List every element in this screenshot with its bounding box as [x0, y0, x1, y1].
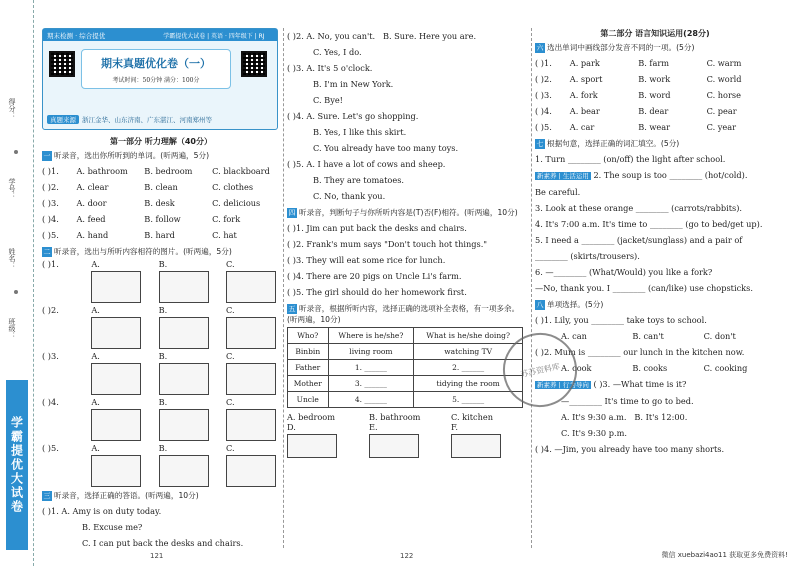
table-row [288, 328, 523, 344]
part2-title: 第二部分 语言知识运用(28分) [600, 29, 710, 38]
picture-choice[interactable] [159, 351, 213, 395]
option-b: B. work [638, 74, 671, 84]
column-1 [42, 28, 280, 551]
tf-statement: ( )4. There are 20 pigs on Uncle Li's farm. [287, 271, 462, 281]
option-line: B. Yes, I like this skirt. [313, 127, 407, 137]
question-row [42, 227, 280, 243]
picture-choice[interactable] [91, 351, 145, 395]
column-3 [535, 28, 775, 457]
choice-label: C. [225, 305, 235, 315]
part1-title: 第一部分 听力理解（40分） [110, 137, 212, 146]
option-label: E. [369, 422, 378, 432]
picture-choice[interactable] [226, 305, 280, 349]
option-b: B. can't [632, 331, 664, 341]
illustration-image [226, 363, 276, 395]
illustration-image [91, 317, 141, 349]
question-line: ( )4. A. Sure. Let's go shopping. [287, 111, 419, 121]
table-cell[interactable]: 4. ______ [328, 392, 414, 408]
class-field: 班级： [8, 318, 16, 339]
option-line: B. I'm in New York. [313, 79, 394, 89]
fill-line: Be careful. [535, 187, 581, 197]
banner-top-right: 学霸提优大试卷 | 英语 · 四年级下 | RJ [163, 32, 265, 40]
exam-title-box [81, 49, 231, 89]
section-number: 二 [43, 248, 51, 256]
fill-line [535, 167, 775, 184]
option-a: A. feed [76, 214, 106, 224]
section-text: 听录音，判断句子与你所听内容是(T)否(F)相符。(听两遍，10分) [299, 208, 518, 217]
column-divider [283, 28, 284, 548]
source-tag: 真题来源 [47, 115, 79, 124]
table-cell: Where is he/she? [328, 328, 414, 344]
banner-topbar [43, 29, 277, 41]
picture-choice[interactable] [159, 443, 213, 487]
option-c: C. fork [212, 214, 241, 224]
section-text: 根据句意，选择正确的词汇填空。(5分) [547, 139, 680, 148]
option-a: A. door [76, 198, 107, 208]
choice-label: A. [91, 397, 100, 407]
option-b: B. word [638, 90, 671, 100]
answer-paren[interactable]: ( )1. [42, 166, 59, 176]
option-label: C. kitchen [451, 412, 494, 422]
option-c: C. blackboard [212, 166, 270, 176]
source-text: 浙江金华、山东济南、广东湛江、河南郑州等 [82, 115, 212, 124]
option-a: A. cook [561, 363, 592, 373]
table-cell[interactable]: 5. ______ [414, 392, 523, 408]
illustration-image [226, 271, 276, 303]
table-cell: Uncle [288, 392, 329, 408]
option-a: A. can [561, 331, 587, 341]
section-text: 单项选择。(5分) [547, 300, 604, 309]
section-4-list [287, 220, 527, 300]
question-line: ( )1. A. Amy is on duty today. [42, 506, 162, 516]
table-option [369, 412, 445, 422]
answer-paren[interactable]: ( )3. [42, 351, 59, 361]
illustration-image [287, 434, 337, 458]
source-line [47, 113, 273, 125]
option-line: C. It's 9:30 p.m. [561, 428, 627, 438]
fill-line: 6. —________ (What/Would) you like a fork? [535, 267, 713, 277]
option-line: C. You already have too many toys. [313, 143, 459, 153]
table-row [288, 392, 523, 408]
choice-label: C. [225, 443, 235, 453]
answer-paren[interactable]: ( )2. [42, 305, 59, 315]
question-line: ( )1. Lily, you ________ take toys to school. [535, 315, 707, 325]
picture-row [42, 443, 280, 487]
picture-choice[interactable] [226, 443, 280, 487]
section-number: 四 [288, 209, 296, 217]
option-a: A. clear [76, 182, 109, 192]
option-b: B. dear [638, 106, 669, 116]
option-b: B. farm [638, 58, 669, 68]
option-a: A. bear [569, 106, 600, 116]
fill-line: —No, thank you. I ________ (can/like) use chopsticks. [535, 283, 753, 293]
tf-statement: ( )2. Frank's mum says "Don't touch hot things." [287, 239, 488, 249]
option-c: C. don't [703, 331, 736, 341]
answer-paren[interactable]: ( )4. [42, 214, 59, 224]
answer-paren[interactable]: ( )3. [535, 90, 552, 100]
picture-choice[interactable] [159, 397, 213, 441]
question-row [535, 119, 775, 135]
library-stamp: 苏苏资料库 [496, 326, 584, 414]
info-table [287, 327, 523, 408]
option-a: ( )2. A. No, you can't. [287, 31, 376, 41]
tf-statement: ( )5. The girl should do her homework first. [287, 287, 467, 297]
illustration-image [369, 434, 419, 458]
option-line: B. Excuse me? [82, 522, 143, 532]
table-option [451, 422, 527, 458]
table-option [369, 422, 445, 458]
picture-choice[interactable] [91, 259, 145, 303]
table-cell: Binbin [288, 344, 329, 360]
option-label: F. [451, 422, 459, 432]
answer-paren[interactable]: ( )5. [42, 443, 59, 453]
choice-label: A. [91, 351, 100, 361]
option-c: C. delicious [212, 198, 261, 208]
footer-note: 微信 xuebazi4ao11 获取更多免费资料! [661, 551, 788, 559]
illustration-image [159, 271, 209, 303]
name-field: 姓名： [8, 248, 16, 269]
choice-label: B. [158, 305, 168, 315]
section-4-heading [287, 207, 527, 218]
option-a: A. fork [569, 90, 598, 100]
table-cell: living room [328, 344, 414, 360]
option-row [535, 328, 775, 344]
option-a: A. hand [76, 230, 109, 240]
table-cell: watching TV [414, 344, 523, 360]
option-a: A. It's 9:30 a.m. [561, 412, 627, 422]
page-number-middle: 122 [400, 552, 414, 560]
illustration-image [91, 363, 141, 395]
question-row [42, 179, 280, 195]
answer-paren[interactable]: ( )5. [535, 122, 552, 132]
option-b: B. desk [144, 198, 175, 208]
fill-text: 2. The soup is too ________ (hot/cold). [593, 170, 748, 180]
picture-choice[interactable] [226, 351, 280, 395]
brand-vertical: 学霸提优大试卷 [6, 380, 28, 550]
question-line: ( )5. A. I have a lot of cows and sheep. [287, 159, 446, 169]
option-b: B. hard [144, 230, 175, 240]
option-a: A. bathroom [76, 166, 128, 176]
question-row [42, 211, 280, 227]
question-row [42, 195, 280, 211]
picture-choice[interactable] [91, 397, 145, 441]
table-option [287, 412, 363, 422]
option-c: C. world [706, 74, 742, 84]
picture-choice[interactable] [226, 397, 280, 441]
answer-paren[interactable]: ( )1. [535, 58, 552, 68]
table-row [288, 376, 523, 392]
answer-paren[interactable]: ( )2. [42, 182, 59, 192]
option-a: A. car [569, 122, 595, 132]
illustration-image [91, 455, 141, 487]
answer-paren[interactable]: ( )4. [535, 106, 552, 116]
option-b: B. clean [144, 182, 178, 192]
section-7-heading [535, 138, 775, 149]
illustration-image [159, 317, 209, 349]
section-6-list [535, 55, 775, 135]
table-option [287, 422, 363, 458]
table-options [287, 412, 527, 458]
exam-title: 期末真题优化卷（一） [101, 57, 211, 70]
option-c: C. horse [706, 90, 741, 100]
picture-choice[interactable] [91, 443, 145, 487]
option-line: —________ It's time to go to bed. [561, 396, 694, 406]
illustration-image [226, 455, 276, 487]
option-c: C. pear [706, 106, 737, 116]
qr-code-icon [241, 51, 267, 77]
section-8-heading [535, 299, 775, 310]
table-cell: What is he/she doing? [414, 328, 523, 344]
section-number: 一 [43, 152, 51, 160]
option-line: B. They are tomatoes. [313, 175, 405, 185]
tf-statement: ( )3. They will eat some rice for lunch. [287, 255, 446, 265]
section-2-heading [42, 246, 280, 257]
fill-line: 4. It's 7:00 a.m. It's time to ________ (go to bed/get up). [535, 219, 763, 229]
option-b: B. follow [144, 214, 181, 224]
option-c: C. clothes [212, 182, 254, 192]
choice-label: A. [91, 259, 100, 269]
illustration-image [91, 271, 141, 303]
illustration-image [159, 409, 209, 441]
table-cell[interactable]: 1. ______ [328, 360, 414, 376]
section-3-heading [42, 490, 280, 501]
answer-paren[interactable]: ( )3. [42, 198, 59, 208]
option-b: B. It's 12:00. [634, 412, 688, 422]
choice-label: B. [158, 443, 168, 453]
score-field: 得分： [8, 98, 16, 119]
answer-paren[interactable]: ( )2. [535, 74, 552, 84]
section-text: 听录音，选择正确的答语。(听两遍，10分) [54, 491, 199, 500]
table-cell: Father [288, 360, 329, 376]
choice-label: C. [225, 351, 235, 361]
illustration-image [159, 363, 209, 395]
table-cell: Mother [288, 376, 329, 392]
section-number: 八 [536, 301, 544, 309]
question-text: ( )3. —What time is it? [593, 379, 687, 389]
qr-code-icon [49, 51, 75, 77]
answer-paren[interactable]: ( )5. [42, 230, 59, 240]
option-b: B. wear [638, 122, 671, 132]
option-label: B. bathroom [369, 412, 421, 422]
table-row [288, 360, 523, 376]
question-line [287, 28, 527, 44]
illustration-image [226, 317, 276, 349]
option-label: A. bedroom [287, 412, 335, 422]
fill-line: 1. Turn ________ (on/off) the light after school. [535, 154, 726, 164]
choice-label: C. [225, 259, 235, 269]
picture-row [42, 397, 280, 441]
answer-paren[interactable]: ( )4. [42, 397, 59, 407]
choice-label: C. [225, 397, 235, 407]
table-cell[interactable]: 2. ______ [414, 360, 523, 376]
table-cell: tidying the room [414, 376, 523, 392]
binding-hole [14, 290, 18, 294]
option-line [535, 409, 775, 425]
option-c: C. cooking [703, 363, 748, 373]
binding-hole [14, 150, 18, 154]
column-divider [531, 28, 532, 548]
option-line: C. No, thank you. [313, 191, 386, 201]
question-line: ( )2. Mum is ________ our lunch in the kitchen now. [535, 347, 745, 357]
binding-strip [0, 0, 34, 566]
picture-choice[interactable] [159, 259, 213, 303]
picture-choice[interactable] [91, 305, 145, 349]
picture-row [42, 351, 280, 395]
question-row [535, 87, 775, 103]
exam-subtitle: 考试时间：50分钟 满分：100分 [112, 77, 200, 84]
answer-paren[interactable]: ( )1. [42, 259, 59, 269]
question-row [535, 71, 775, 87]
illustration-image [451, 434, 501, 458]
option-b: B. Sure. Here you are. [382, 31, 477, 41]
skill-tag: 新素养 | 行为导向 [537, 381, 589, 389]
table-option [451, 412, 527, 422]
option-label: D. [287, 422, 296, 432]
section-5-heading [287, 303, 527, 325]
option-c: C. warm [706, 58, 742, 68]
question-line: ( )4. —Jim, you already have too many shorts. [535, 444, 725, 454]
picture-row [42, 259, 280, 303]
table-cell: Who? [288, 328, 329, 344]
exam-banner [42, 28, 278, 130]
section-text: 听录音，根据所听内容，选择正确的选项补全表格，有一项多余。(听两遍，10分) [287, 304, 520, 324]
choice-label: A. [91, 443, 100, 453]
page-number-left: 121 [150, 552, 164, 560]
student-no-field: 学号： [8, 178, 16, 199]
skill-tag: 新素养 | 生活运用 [537, 172, 589, 180]
section-number: 五 [288, 305, 296, 313]
section-text: 听录音，选出你所听到的单词。(听两遍，5分) [54, 151, 210, 160]
question-row [535, 103, 775, 119]
picture-choice[interactable] [159, 305, 213, 349]
option-a: A. sport [569, 74, 603, 84]
illustration-image [91, 409, 141, 441]
fill-line: 5. I need a ________ (jacket/sunglass) and a pair of ________ (skirts/trousers). [535, 235, 743, 261]
option-b: B. cooks [632, 363, 668, 373]
option-line: C. Yes, I do. [313, 47, 362, 57]
option-b: B. bedroom [144, 166, 193, 176]
table-cell[interactable]: 3. ______ [328, 376, 414, 392]
section-number: 六 [536, 44, 544, 52]
option-c: C. hat [212, 230, 237, 240]
option-c: C. year [706, 122, 737, 132]
section-number: 七 [536, 140, 544, 148]
choice-label: B. [158, 397, 168, 407]
option-line: C. I can put back the desks and chairs. [82, 538, 244, 548]
section-text: 选出单词中画线部分发音不同的一项。(5分) [547, 43, 695, 52]
section-1-heading [42, 150, 280, 161]
choice-label: A. [91, 305, 100, 315]
fill-line: 3. Look at these orange ________ (carrots/rabbits). [535, 203, 742, 213]
choice-label: B. [158, 259, 168, 269]
choice-label: B. [158, 351, 168, 361]
section-6-heading [535, 42, 775, 53]
picture-choice[interactable] [226, 259, 280, 303]
illustration-image [226, 409, 276, 441]
option-a: A. park [569, 58, 600, 68]
section-number: 三 [43, 492, 51, 500]
question-row [535, 55, 775, 71]
illustration-image [159, 455, 209, 487]
section-text: 听录音，选出与所听内容相符的图片。(听两遍，5分) [54, 247, 232, 256]
tf-statement: ( )1. Jim can put back the desks and chairs. [287, 223, 467, 233]
banner-top-left: 期末检测 · 综合提优 [47, 31, 106, 40]
picture-row [42, 305, 280, 349]
column-2 [287, 28, 527, 458]
question-line: ( )3. A. It's 5 o'clock. [287, 63, 373, 73]
table-row [288, 344, 523, 360]
section-1-list [42, 163, 280, 243]
section-2-list [42, 259, 280, 487]
question-row [42, 163, 280, 179]
option-line: C. Bye! [313, 95, 343, 105]
